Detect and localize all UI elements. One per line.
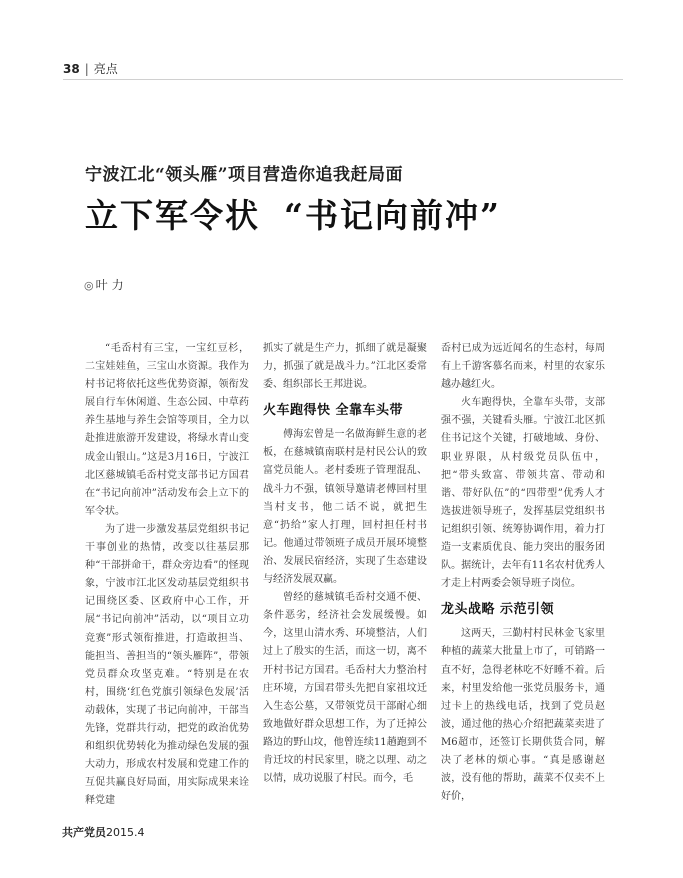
title-part-1: 立下军令状 — [85, 196, 260, 235]
page-number: 38 — [63, 62, 80, 76]
paragraph: 这两天，三勤村村民林金飞家里种植的蔬菜大批量上市了，可销路一直不好，急得老林吃不好睡不着。后来，村里发给他一张党员服务卡，通过卡上的热线电话，找到了党员赵波，通过他的热心介绍把蔬菜卖进了M6超市，还签订长期供货合同，解决了老林的烦心事。“真是感谢赵波，没有他的帮助，蔬菜不仅卖不上好价， — [441, 628, 605, 803]
paragraph: 为了进一步激发基层党组织书记干事创业的热情，改变以往基层那种“干部拼命干，群众旁边看”的怪现象，宁波市江北区发动基层党组织书记围绕区委、区政府中心工作，开展“书记向前冲”活动，以“项目立功竞赛”形式领衔推进，打造敢担当、能担当、善担当的“领头雁阵”，带领党员群众攻坚克难。“特别是在农村，围绕‘红色党旗引领绿色发展’活动载体，实现了书记向前冲，干部当先锋，党群共行动，把党的政治优势和组织优势转化为推动绿色发展的强大动力，形成农村发展和党建工作的互促共赢良好局面，用实际成果来诠释党建 — [85, 523, 249, 807]
section-heading: 火车跑得快 全靠车头带 — [263, 403, 404, 419]
author-name: 叶力 — [95, 278, 128, 292]
magazine-name: 共产党员 — [62, 826, 106, 839]
author-byline — [84, 276, 128, 293]
title-part-2: “书记向前冲” — [284, 196, 501, 235]
header-rule — [63, 79, 623, 80]
article-subtitle: 宁波江北“领头雁”项目营造你追我赶局面 — [85, 165, 404, 185]
paragraph: “毛岙村有三宝，一宝红豆杉，二宝娃娃鱼，三宝山水资源。我作为村书记将依托这些优势资源，领衔发展自行车休闲道、生态公园、中草药养生基地与养生会馆等项目，全力以赴推进旅游开发建设，将绿水青山变成金山银山。”这是3月16日，宁波江北区慈城镇毛岙村党支部书记方国君在“书记向前冲”活动发布会上立下的军令状。 — [85, 343, 249, 517]
paragraph: 曾经的慈城镇毛岙村交通不便、条件恶劣，经济社会发展缓慢。如今，这里山清水秀、环境整洁，人们过上了殷实的生活，而这一切，离不开村书记方国君。毛岙村大力整治村庄环境，方国君带头先把自家祖坟迁入生态公墓，又带领党员干部耐心细致地做好群众思想工作，为了迁掉公路边的野山坟，他曾连续11趟跑到不肯迁坟的村民家里，晓之以理、动之以情，成功说服了村民。而今，毛 — [263, 592, 427, 785]
author-mark-icon: ◎ — [84, 279, 94, 292]
column-2 — [263, 340, 427, 788]
paragraph-continued: 岙村已成为远近闻名的生态村，每周有上千游客慕名而来，村里的农家乐越办越红火。 — [441, 343, 605, 391]
section-heading: 龙头战略 示范引领 — [441, 602, 555, 618]
page-header — [63, 60, 118, 77]
column-3 — [441, 340, 605, 806]
header-separator: | — [84, 62, 89, 76]
page-footer — [62, 824, 145, 840]
issue-number: 2015.4 — [106, 826, 145, 839]
paragraph-continued: 抓实了就是生产力，抓细了就是凝聚力，抓强了就是战斗力。”江北区委常委、组织部长王邦进说。 — [263, 343, 427, 391]
paragraph: 傅海宏曾是一名做海鲜生意的老板，在慈城镇南联村是村民公认的致富党员能人。老村委班子管理混乱、战斗力不强，镇领导邀请老傅回村里当村支书，他二话不说，就把生意“扔给”家人打理，回村担任村书记。他通过带领班子成员开展环境整治、发展民宿经济，实现了生态建设与经济发展双赢。 — [263, 429, 427, 586]
section-name: 亮点 — [93, 62, 118, 76]
paragraph: 火车跑得快，全靠车头带，支部强不强，关键看头雁。宁波江北区抓住书记这个关键，打破地域、身份、职业界限，从村级党员队伍中，把“带头致富、带领共富、带动和谐、带好队伍”的“四带型”优秀人才选拔进领导班子，发挥基层党组织书记组织引领、统筹协调作用，着力打造一支素质优良、能力突出的服务团队。据统计，去年有11名农村优秀人才走上村两委会领导班子岗位。 — [441, 397, 605, 590]
article-title — [85, 190, 501, 237]
column-1 — [85, 340, 249, 810]
